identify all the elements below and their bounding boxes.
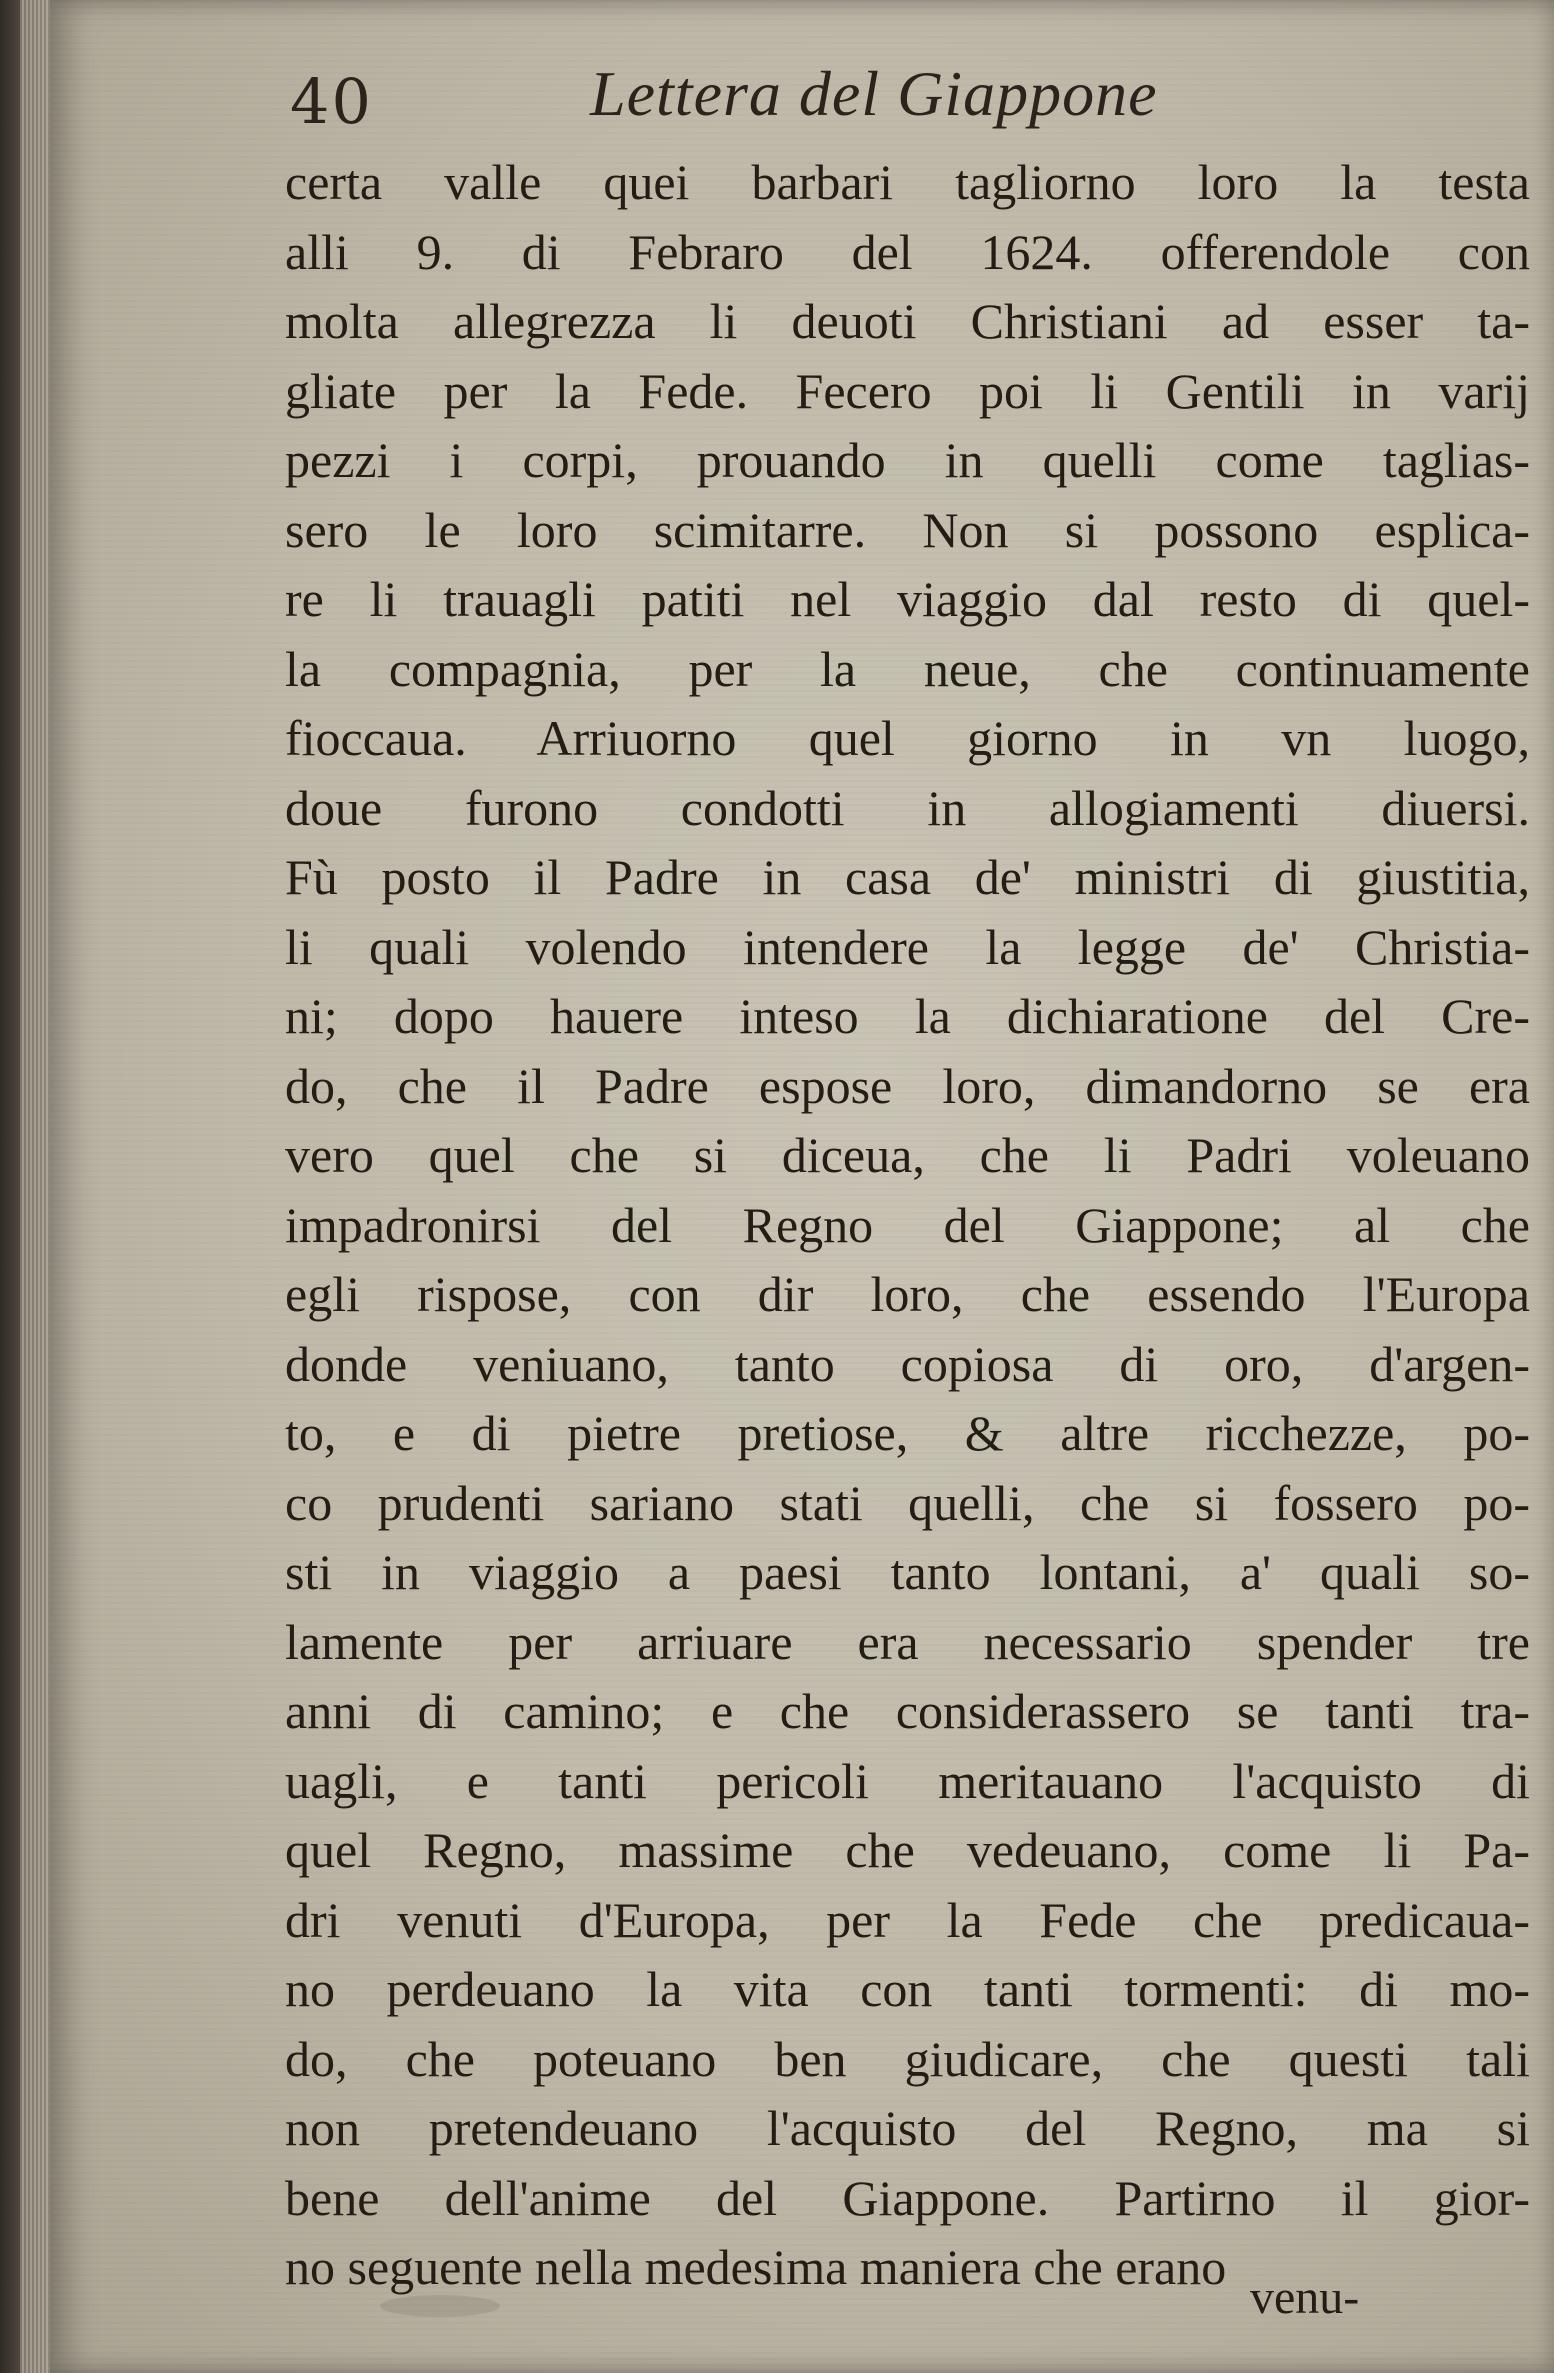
text-line: alli 9. di Febraro del 1624. offerendole con: [285, 223, 1530, 280]
page-number: 40: [290, 65, 373, 138]
text-line: vero quel che si diceua, che li Padri voleuano: [285, 1127, 1530, 1183]
text-line: uagli, e tanti pericoli meritauano l'acquisto di: [285, 1752, 1530, 1809]
text-line: re li trauagli patiti nel viaggio dal resto di quel-: [285, 571, 1530, 627]
text-line: do, che poteuano ben giudicare, che questi tali: [285, 2030, 1530, 2087]
page-leaves-edge: [20, 0, 50, 2373]
text-line: non pretendeuano l'acquisto del Regno, ma si: [285, 2100, 1530, 2156]
text-line: molta allegrezza li deuoti Christiani ad esser ta-: [285, 293, 1530, 349]
text-line: quel Regno, massime che vedeuano, come li Pa-: [285, 1822, 1530, 1878]
text-line: Fù posto il Padre in casa de' ministri di giustitia,: [285, 849, 1530, 905]
text-line: li quali volendo intendere la legge de' Christia-: [285, 918, 1530, 975]
text-line: to, e di pietre pretiose, & altre ricchezze, po-: [285, 1405, 1530, 1461]
text-line: co prudenti sariano stati quelli, che si fossero po-: [285, 1474, 1530, 1531]
text-line: donde veniuano, tanto copiosa di oro, d'argen-: [285, 1335, 1530, 1392]
page-header: [50, 55, 1554, 145]
text-line: pezzi i corpi, prouando in quelli come taglias-: [285, 432, 1530, 488]
text-line: gliate per la Fede. Fecero poi li Gentili in varij: [285, 362, 1530, 419]
text-line: fioccaua. Arriuorno quel giorno in vn luogo,: [285, 710, 1530, 766]
running-title: Lettera del Giappone: [590, 58, 1158, 129]
text-line: no seguente nella medesima maniera che erano: [285, 2239, 1227, 2295]
ink-smudge: [380, 2295, 500, 2317]
book-page: [50, 0, 1554, 2373]
text-line: no perdeuano la vita con tanti tormenti: di mo-: [285, 1961, 1530, 2017]
catchword: venu-: [1250, 2271, 1360, 2324]
text-line: sero le loro scimitarre. Non si possono esplica-: [285, 501, 1530, 558]
text-line: certa valle quei barbari tagliorno loro la testa: [285, 154, 1530, 210]
text-line: ni; dopo hauere inteso la dichiaratione del Cre-: [285, 988, 1530, 1044]
text-line: anni di camino; e che considerassero se tanti tra-: [285, 1683, 1530, 1739]
text-line: lamente per arriuare era necessario spender tre: [285, 1613, 1530, 1670]
text-line: dri venuti d'Europa, per la Fede che predicaua-: [285, 1891, 1530, 1948]
text-line: egli rispose, con dir loro, che essendo l'Europa: [285, 1266, 1530, 1322]
text-line: doue furono condotti in allogiamenti diuersi.: [285, 779, 1530, 836]
text-line: impadronirsi del Regno del Giappone; al che: [285, 1196, 1530, 1253]
text-line: sti in viaggio a paesi tanto lontani, a' quali so-: [285, 1544, 1530, 1600]
text-line: bene dell'anime del Giappone. Partirno il gior-: [285, 2169, 1530, 2226]
body-text: [285, 148, 1530, 2303]
text-line: do, che il Padre espose loro, dimandorno se era: [285, 1057, 1530, 1114]
text-line: la compagnia, per la neue, che continuamente: [285, 640, 1530, 697]
